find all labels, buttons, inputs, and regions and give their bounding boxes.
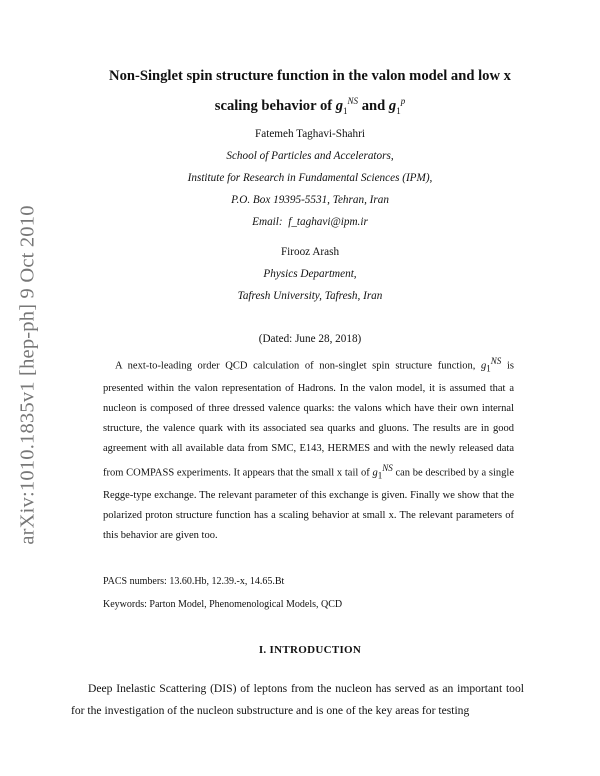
abstract: A next-to-leading order QCD calculation of non-singlet spin structure function, $g_1^{NS}$ is presented within the valon representation of Hadrons. In the valon model, it is assumed that a nucleon is composed of three dressed valence quarks: the valons which have their own internal structure, the valence quark with its associated sea quarks and gluons. The results are in good agreement with all available data from SMC, E143, HERMES and with the newly released data from COMPASS experiments. It appears that the small x tail of $g_1^{NS}$ can be described by a single Regge-type exchange. The relevant parameter of this exchange is given. Finally we show that the polarized proton structure function has a scaling behavior at small x. The relevant parameters of this behavior are given too.	[103, 356, 514, 541]
dated: (Dated: June 28, 2018)	[258, 333, 362, 345]
email-link[interactable]: f_taghavi@ipm.ir	[288, 216, 368, 228]
section-heading: I. INTRODUCTION	[258, 644, 362, 656]
author-affiliation: Institute for Research in Fundamental Sciences (IPM),	[187, 172, 433, 184]
keywords: Keywords: Parton Model, Phenomenological Models, QCD	[103, 599, 343, 610]
title-line-1: Non-Singlet spin structure function in the valon model and low x	[109, 68, 511, 84]
author-name: Firooz Arash	[280, 246, 340, 258]
author-email: Email: f_taghavi@ipm.ir	[252, 216, 368, 228]
body-paragraph: Deep Inelastic Scattering (DIS) of leptons from the nucleon has served as an important tool for the investigation of the nucleon substructure and is one of the key areas for testing	[71, 682, 524, 717]
author-affiliation: School of Particles and Accelerators,	[226, 150, 394, 162]
paper-title	[60, 64, 560, 124]
title-line-2: scaling behavior of $g_1^{NS}$ and $g_1^p$	[214, 96, 406, 116]
arxiv-sidebar	[16, 195, 40, 555]
pacs-numbers: PACS numbers: 13.60.Hb, 12.39.-x, 14.65.Bt	[103, 576, 285, 587]
author-affiliation: Tafresh University, Tafresh, Iran	[237, 290, 383, 302]
author-name: Fatemeh Taghavi-Shahri	[255, 128, 365, 140]
author-affiliation: Physics Department,	[263, 268, 357, 280]
author-affiliation: P.O. Box 19395-5531, Tehran, Iran	[231, 194, 389, 206]
arxiv-id: arXiv:1010.1835v1 [hep-ph] 9 Oct 2010	[16, 205, 39, 545]
